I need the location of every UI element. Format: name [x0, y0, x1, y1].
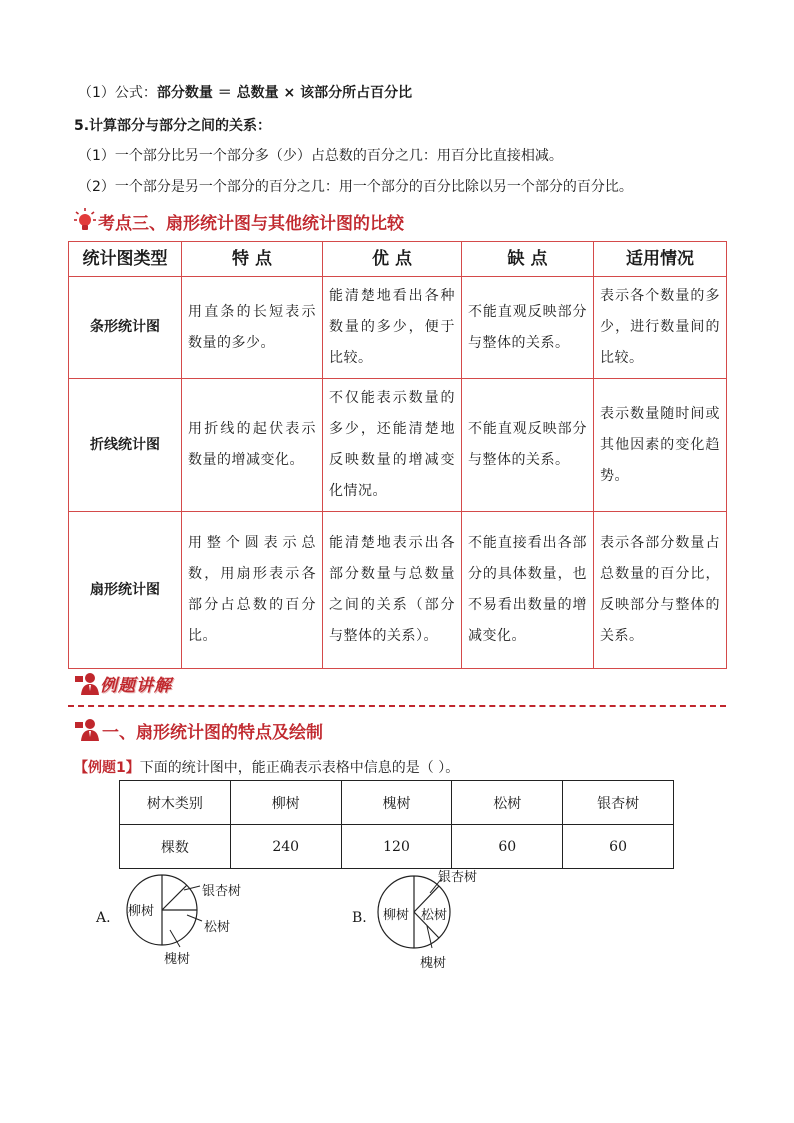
header-cell: 适用情况: [594, 242, 727, 277]
comparison-table: [68, 241, 727, 669]
option-b-pie[interactable]: [370, 862, 530, 974]
formula-prefix: （1）公式：: [78, 85, 157, 101]
dashed-divider: [68, 705, 726, 707]
feature-cell: 用折线的起伏表示数量的增减变化。: [182, 379, 323, 512]
question-text: 下面的统计图中，能正确表示表格中信息的是（ ）。: [139, 760, 460, 776]
table-cell: 树木类别: [120, 781, 231, 825]
feature-cell: 用整个圆表示总数，用扇形表示各部分占总数的百分比。: [182, 512, 323, 669]
table-row: [69, 379, 727, 512]
chart-type-cell: 扇形统计图: [69, 512, 182, 669]
lightbulb-icon: [74, 208, 96, 236]
use-cell: 表示各部分数量占总数量的百分比，反映部分与整体的关系。: [594, 512, 727, 669]
con-cell: 不能直接看出各部分的具体数量，也不易看出数量的增减变化。: [462, 512, 594, 669]
use-cell: 表示各个数量的多少，进行数量间的比较。: [594, 277, 727, 379]
table-cell: 60: [563, 825, 674, 869]
relation-item-1: （1）一个部分比另一个部分多（少）占总数的百分之几：用百分比直接相减。: [78, 148, 563, 164]
pie-label: 松树: [421, 908, 448, 923]
pie-label: 银杏树: [438, 870, 478, 885]
table-row: [120, 781, 674, 825]
option-a-letter[interactable]: A.: [96, 910, 111, 926]
pro-cell: 能清楚地表示出各部分数量与总数量之间的关系（部分与整体的关系）。: [323, 512, 462, 669]
example-tag: 【例题1】: [74, 760, 140, 776]
header-cell: 优 点: [323, 242, 462, 277]
feature-cell: 用直条的长短表示数量的多少。: [182, 277, 323, 379]
pro-cell: 能清楚地看出各种数量的多少，便于比较。: [323, 277, 462, 379]
formula-line: [78, 82, 412, 102]
formula-expression: 部分数量 ＝ 总数量 × 该部分所占百分比: [156, 85, 413, 101]
table-cell: 60: [452, 825, 563, 869]
pie-label: 槐树: [164, 952, 191, 967]
header-cell: 特 点: [182, 242, 323, 277]
chart-type-cell: 条形统计图: [69, 277, 182, 379]
pro-cell: 不仅能表示数量的多少，还能清楚地反映数量的增减变化情况。: [323, 379, 462, 512]
con-cell: 不能直观反映部分与整体的关系。: [462, 277, 594, 379]
section-title-1: 一、扇形统计图的特点及绘制: [102, 723, 323, 743]
header-cell: 统计图类型: [69, 242, 182, 277]
option-a-pie[interactable]: [110, 860, 270, 972]
table-cell: 240: [230, 825, 341, 869]
table-cell: 120: [341, 825, 452, 869]
teacher-icon: [74, 716, 100, 746]
use-cell: 表示数量随时间或其他因素的变化趋势。: [594, 379, 727, 512]
section-title-3: 考点三、扇形统计图与其他统计图的比较: [98, 214, 404, 234]
table-row: [69, 512, 727, 669]
tree-table: [119, 780, 674, 869]
example-question: [74, 757, 459, 777]
table-row: [69, 277, 727, 379]
chart-type-cell: 折线统计图: [69, 379, 182, 512]
relation-item-2: （2）一个部分是另一个部分的百分之几：用一个部分的百分比除以另一个部分的百分比。: [78, 179, 633, 195]
example-banner: 例题讲解: [100, 676, 172, 696]
table-cell: 松树: [452, 781, 563, 825]
con-cell: 不能直观反映部分与整体的关系。: [462, 379, 594, 512]
table-cell: 柳树: [230, 781, 341, 825]
table-cell: 槐树: [341, 781, 452, 825]
option-b-letter[interactable]: B.: [352, 910, 367, 926]
table-header-row: [69, 242, 727, 277]
pie-label: 银杏树: [202, 884, 242, 899]
pie-label: 柳树: [128, 904, 155, 919]
pie-label: 柳树: [383, 908, 410, 923]
header-cell: 缺 点: [462, 242, 594, 277]
pie-label: 槐树: [420, 956, 447, 971]
pie-label: 松树: [204, 920, 231, 935]
teacher-icon: [74, 670, 100, 700]
relation-heading: 5.计算部分与部分之间的关系：: [74, 118, 272, 134]
table-cell: 银杏树: [563, 781, 674, 825]
table-cell: 棵数: [120, 825, 231, 869]
